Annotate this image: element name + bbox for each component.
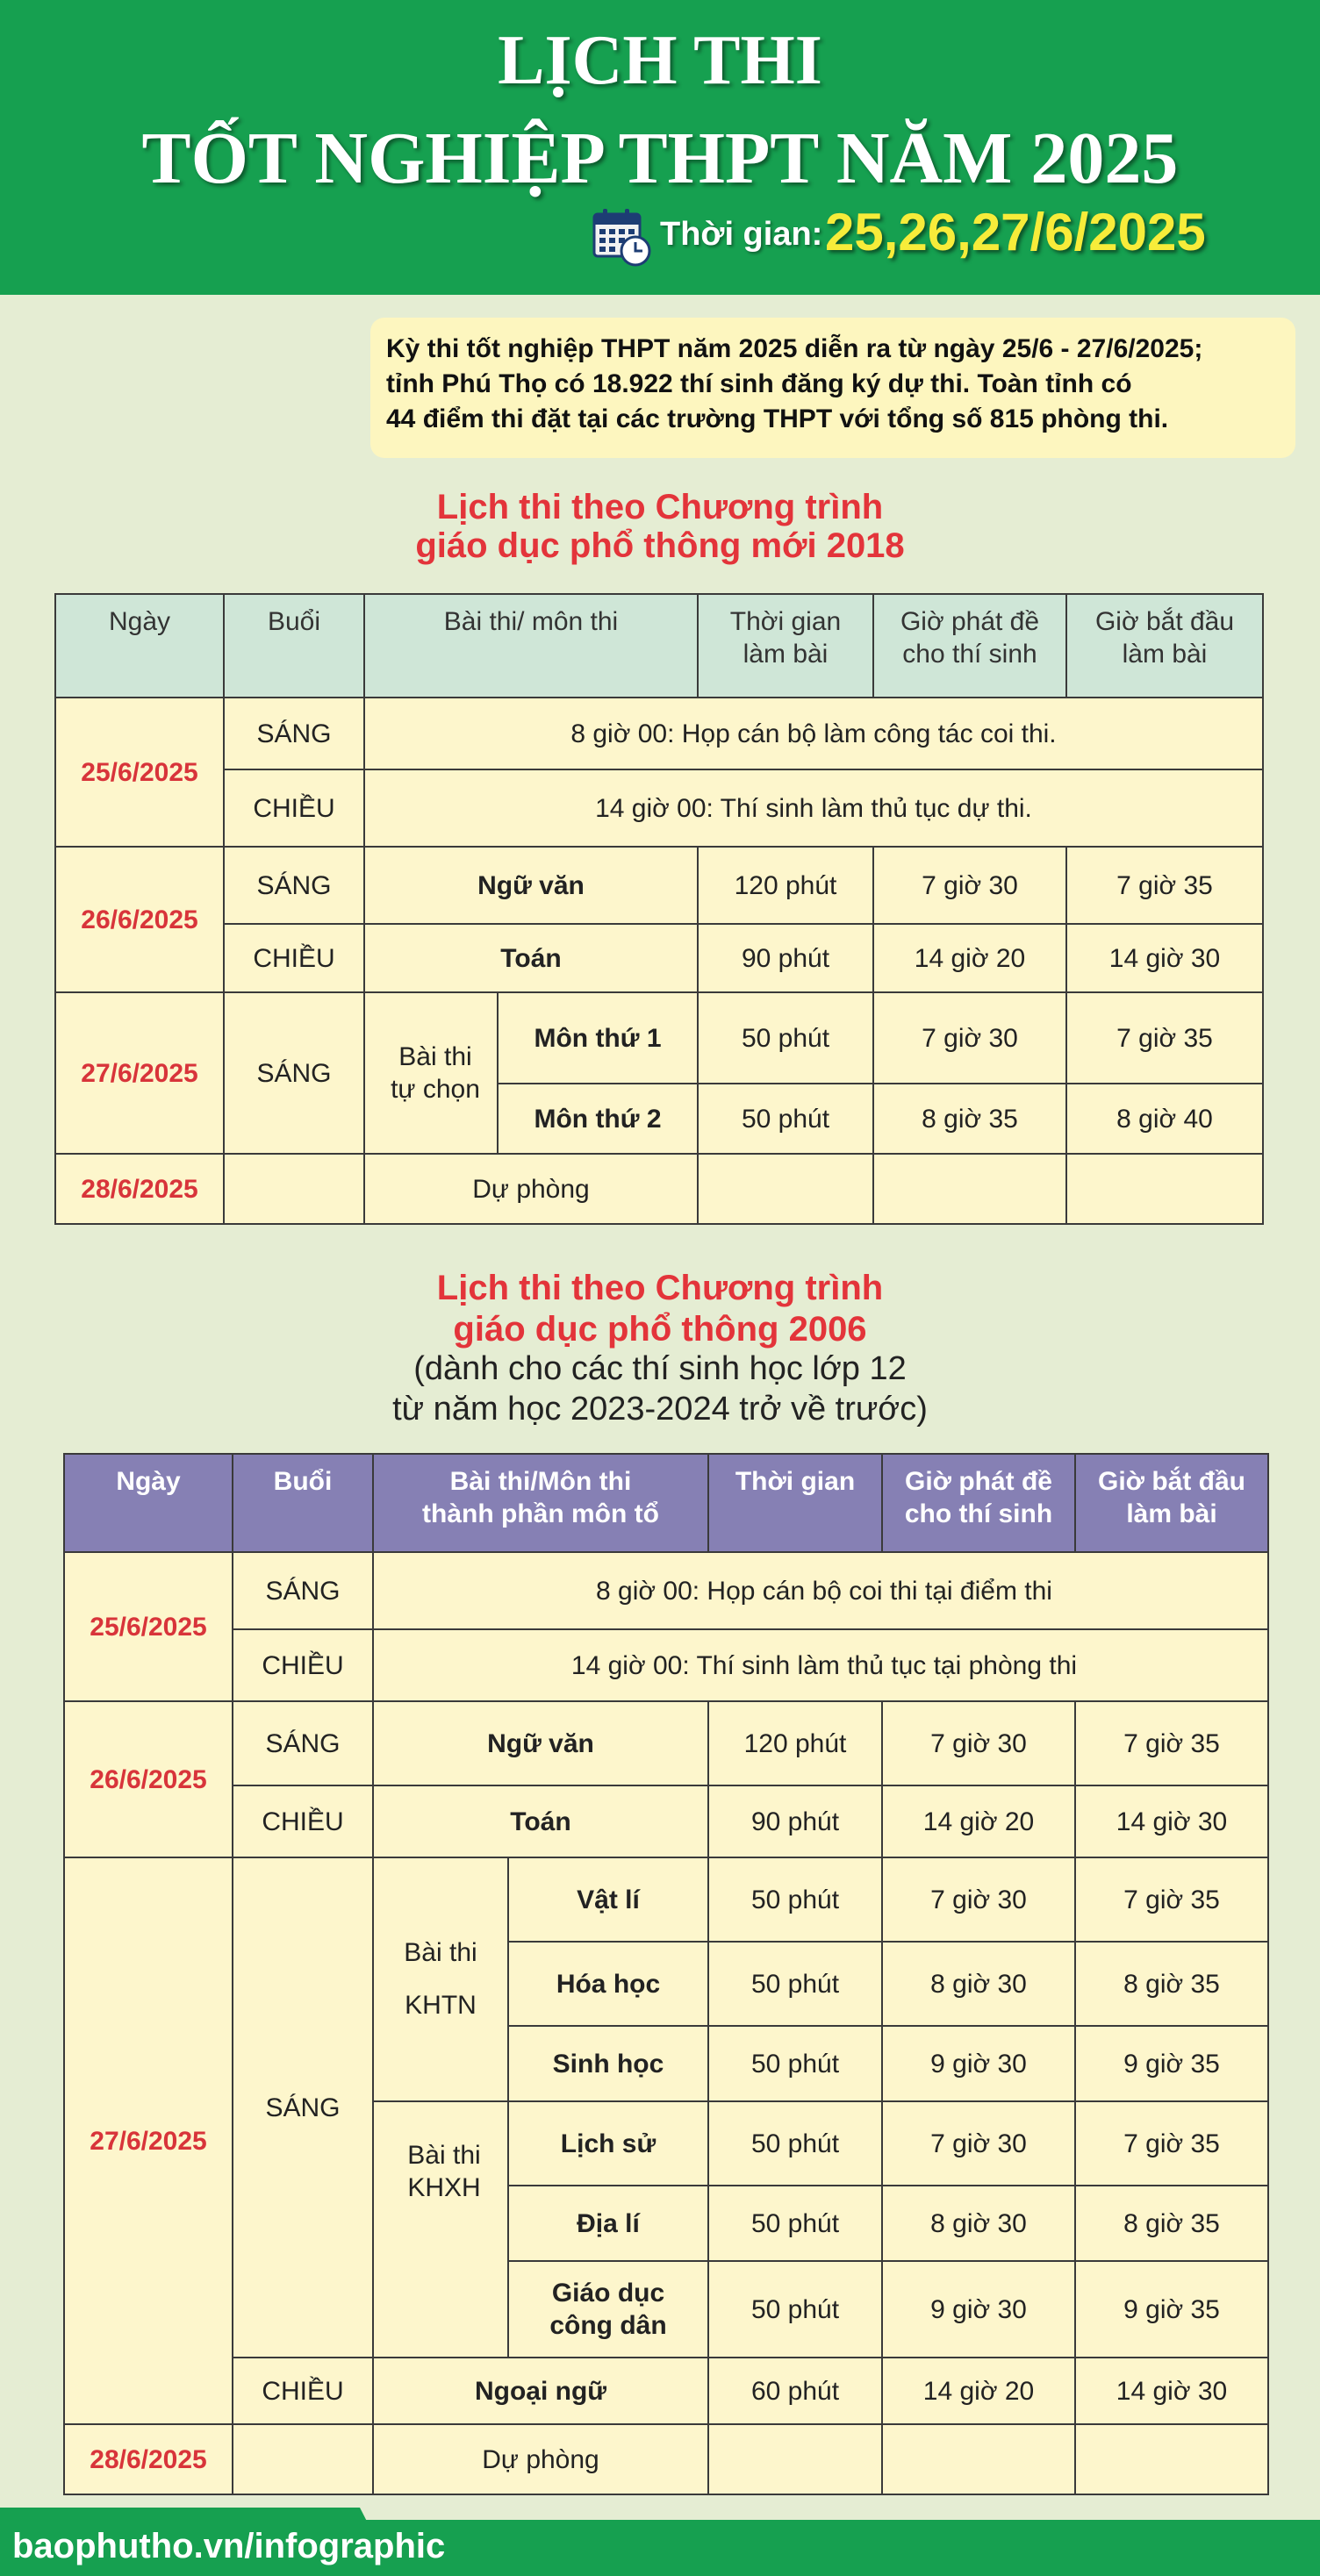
start-cell: 7 giờ 35: [1075, 2101, 1268, 2186]
hand-out-cell: 14 giờ 20: [873, 924, 1066, 992]
table-row: [64, 1629, 1268, 1701]
session-cell: SÁNG: [224, 847, 364, 924]
session-cell: CHIỀU: [233, 1629, 373, 1701]
table-row: [55, 1154, 1263, 1224]
duration-cell: 50 phút: [708, 1942, 882, 2026]
intro-note: [370, 318, 1295, 458]
start-cell: 8 giờ 35: [1075, 2186, 1268, 2261]
group-cell: Bài thi KHXH: [373, 2101, 508, 2358]
page-title-line2: TỐT NGHIỆP THPT NĂM 2025: [141, 118, 1179, 199]
table-row: [64, 1701, 1268, 1785]
section1-title-line1: Lịch thi theo Chương trình: [436, 488, 884, 526]
duration-cell: 50 phút: [708, 1857, 882, 1942]
section2-subtitle-line1: (dành cho các thí sinh học lớp 12: [413, 1350, 907, 1387]
exam-dates: 25,26,27/6/2025: [825, 203, 1206, 261]
hand-out-cell: 9 giờ 30: [882, 2026, 1075, 2101]
subject-cell: Ngữ văn: [373, 1701, 708, 1785]
hand-out-cell: 7 giờ 30: [882, 1857, 1075, 1942]
start-cell: [1066, 1154, 1263, 1224]
col-header-subject: Bài thi/ môn thi: [364, 594, 698, 698]
duration-cell: 50 phút: [698, 1084, 873, 1154]
col-header-duration: Thời gian làm bài: [698, 594, 873, 698]
session-cell: CHIỀU: [233, 2358, 373, 2424]
hand-out-cell: 7 giờ 30: [882, 1701, 1075, 1785]
duration-cell: 90 phút: [698, 924, 873, 992]
intro-line: tỉnh Phú Thọ có 18.922 thí sinh đăng ký dự thi. Toàn tỉnh có: [386, 369, 1132, 398]
session-cell: [224, 1154, 364, 1224]
session-cell: CHIỀU: [233, 1785, 373, 1857]
date-cell: 26/6/2025: [64, 1701, 233, 1857]
duration-cell: 90 phút: [708, 1785, 882, 1857]
col-header-duration: Thời gian: [708, 1454, 882, 1552]
start-cell: 7 giờ 35: [1075, 1701, 1268, 1785]
hand-out-cell: 9 giờ 30: [882, 2261, 1075, 2358]
duration-cell: 50 phút: [708, 2026, 882, 2101]
intro-line: Kỳ thi tốt nghiệp THPT năm 2025 diễn ra từ ngày 25/6 - 27/6/2025;: [386, 334, 1203, 363]
col-header-hand-out: Giờ phát đề cho thí sinh: [873, 594, 1066, 698]
start-cell: 14 giờ 30: [1066, 924, 1263, 992]
date-cell: 27/6/2025: [64, 1857, 233, 2424]
col-header-start: Giờ bắt đầu làm bài: [1066, 594, 1263, 698]
start-cell: 9 giờ 35: [1075, 2261, 1268, 2358]
intro-line: 44 điểm thi đặt tại các trường THPT với tổng số 815 phòng thi.: [386, 404, 1169, 433]
note-cell: 8 giờ 00: Họp cán bộ coi thi tại điểm thi: [373, 1552, 1268, 1629]
session-cell: SÁNG: [224, 992, 364, 1154]
hand-out-cell: 7 giờ 30: [882, 2101, 1075, 2186]
start-cell: 7 giờ 35: [1075, 1857, 1268, 1942]
note-cell: Dự phòng: [373, 2424, 708, 2494]
col-header-session: Buổi: [224, 594, 364, 698]
duration-cell: 120 phút: [698, 847, 873, 924]
col-header-start: Giờ bắt đầu làm bài: [1075, 1454, 1268, 1552]
table-row: [64, 1552, 1268, 1629]
duration-cell: 50 phút: [708, 2261, 882, 2358]
duration-cell: [708, 2424, 882, 2494]
subject-cell: Môn thứ 2: [498, 1084, 698, 1154]
session-cell: [233, 2424, 373, 2494]
group-cell: Bài thi KHTN: [373, 1857, 508, 2101]
duration-cell: 50 phút: [698, 992, 873, 1084]
calendar-clock-icon: [592, 205, 653, 267]
start-cell: 9 giờ 35: [1075, 2026, 1268, 2101]
duration-cell: 50 phút: [708, 2186, 882, 2261]
col-header-session: Buổi: [233, 1454, 373, 1552]
session-cell: SÁNG: [224, 698, 364, 769]
group-cell: Bài thi tự chọn: [364, 992, 498, 1154]
session-cell: SÁNG: [233, 1552, 373, 1629]
start-cell: 8 giờ 40: [1066, 1084, 1263, 1154]
hand-out-cell: 8 giờ 35: [873, 1084, 1066, 1154]
table-row: [64, 1785, 1268, 1857]
subject-cell: Giáo dục công dân: [508, 2261, 708, 2358]
subject-cell: Môn thứ 1: [498, 992, 698, 1084]
table-row: [64, 2358, 1268, 2424]
subject-cell: Ngoại ngữ: [373, 2358, 708, 2424]
date-cell: 28/6/2025: [64, 2424, 233, 2494]
date-cell: 27/6/2025: [55, 992, 224, 1154]
table-row: [55, 769, 1263, 847]
hand-out-cell: [882, 2424, 1075, 2494]
table-row: [64, 2424, 1268, 2494]
hand-out-cell: 14 giờ 20: [882, 2358, 1075, 2424]
duration-cell: 120 phút: [708, 1701, 882, 1785]
section2-title-line2: giáo dục phổ thông 2006: [453, 1310, 867, 1349]
note-cell: 8 giờ 00: Họp cán bộ làm công tác coi thi.: [364, 698, 1263, 769]
time-label: Thời gian:: [660, 216, 823, 253]
col-header-date: Ngày: [64, 1454, 233, 1552]
note-cell: 14 giờ 00: Thí sinh làm thủ tục dự thi.: [364, 769, 1263, 847]
table-row: [55, 698, 1263, 769]
subject-cell: Toán: [364, 924, 698, 992]
subject-cell: Lịch sử: [508, 2101, 708, 2186]
table-header-row: [64, 1454, 1268, 1552]
date-cell: 26/6/2025: [55, 847, 224, 992]
section2-subtitle-line2: từ năm học 2023-2024 trở về trước): [392, 1391, 928, 1428]
session-cell: SÁNG: [233, 1857, 373, 2358]
col-header-subject: Bài thi/Môn thi thành phần môn tổ: [373, 1454, 708, 1552]
subject-cell: Vật lí: [508, 1857, 708, 1942]
schedule-table-2006: [63, 1453, 1269, 2495]
session-cell: CHIỀU: [224, 769, 364, 847]
table-header-row: [55, 594, 1263, 698]
date-cell: 28/6/2025: [55, 1154, 224, 1224]
hand-out-cell: [873, 1154, 1066, 1224]
note-cell: 14 giờ 00: Thí sinh làm thủ tục tại phòng thi: [373, 1629, 1268, 1701]
start-cell: [1075, 2424, 1268, 2494]
page-title-line1: LỊCH THI: [498, 22, 822, 99]
date-cell: 25/6/2025: [55, 698, 224, 847]
schedule-table-2018: [54, 593, 1264, 1225]
table-row: [55, 924, 1263, 992]
section2-title-line1: Lịch thi theo Chương trình: [436, 1269, 884, 1307]
start-cell: 7 giờ 35: [1066, 847, 1263, 924]
duration-cell: 60 phút: [708, 2358, 882, 2424]
session-cell: SÁNG: [233, 1701, 373, 1785]
subject-cell: Hóa học: [508, 1942, 708, 2026]
hand-out-cell: 14 giờ 20: [882, 1785, 1075, 1857]
table-row: [55, 847, 1263, 924]
start-cell: 8 giờ 35: [1075, 1942, 1268, 2026]
subject-cell: Địa lí: [508, 2186, 708, 2261]
hand-out-cell: 8 giờ 30: [882, 2186, 1075, 2261]
subject-cell: Sinh học: [508, 2026, 708, 2101]
note-cell: Dự phòng: [364, 1154, 698, 1224]
table-row: [64, 1857, 1268, 1942]
subject-cell: Ngữ văn: [364, 847, 698, 924]
duration-cell: [698, 1154, 873, 1224]
session-cell: CHIỀU: [224, 924, 364, 992]
hand-out-cell: 7 giờ 30: [873, 992, 1066, 1084]
hand-out-cell: 7 giờ 30: [873, 847, 1066, 924]
start-cell: 14 giờ 30: [1075, 2358, 1268, 2424]
subject-cell: Toán: [373, 1785, 708, 1857]
duration-cell: 50 phút: [708, 2101, 882, 2186]
footer-link[interactable]: baophutho.vn/infographic: [12, 2527, 446, 2565]
hand-out-cell: 8 giờ 30: [882, 1942, 1075, 2026]
date-cell: 25/6/2025: [64, 1552, 233, 1701]
section1-title-line2: giáo dục phổ thông mới 2018: [415, 526, 905, 565]
start-cell: 14 giờ 30: [1075, 1785, 1268, 1857]
col-header-hand-out: Giờ phát đề cho thí sinh: [882, 1454, 1075, 1552]
col-header-date: Ngày: [55, 594, 224, 698]
start-cell: 7 giờ 35: [1066, 992, 1263, 1084]
table-row: [55, 992, 1263, 1084]
